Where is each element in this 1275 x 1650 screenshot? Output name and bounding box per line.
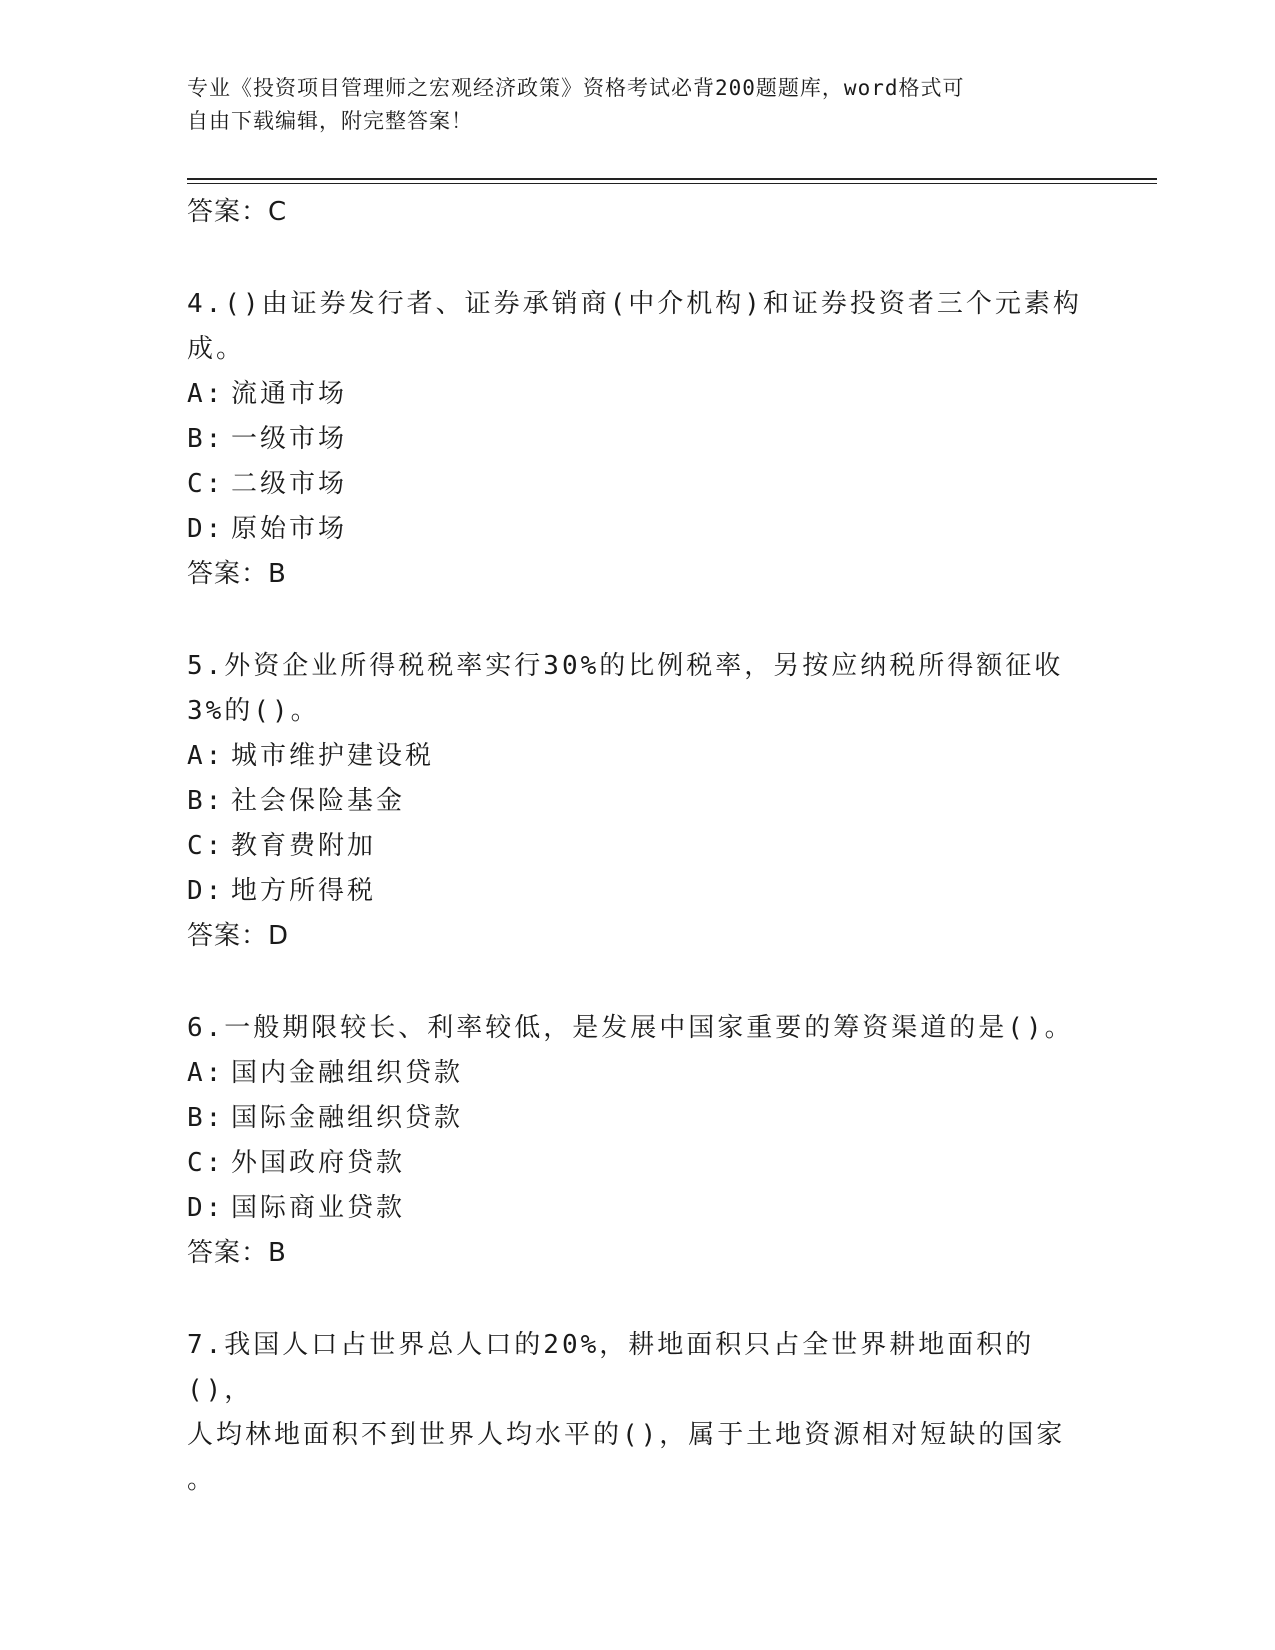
header-line-2: 自由下载编辑，附完整答案！ bbox=[187, 109, 473, 133]
option-d bbox=[187, 1186, 1087, 1231]
question-block bbox=[187, 1323, 1087, 1503]
question-line: 7.我国人口占世界总人口的20%，耕地面积只占全世界耕地面积的()， bbox=[187, 1330, 1035, 1405]
option-label: D: bbox=[187, 876, 225, 906]
option-label: B: bbox=[187, 786, 225, 816]
question-text bbox=[187, 1323, 1087, 1503]
option-c bbox=[187, 1141, 1087, 1186]
option-a bbox=[187, 734, 1087, 779]
option-label: D: bbox=[187, 1193, 225, 1223]
answer-line: 答案：D bbox=[187, 921, 290, 951]
option-label: D: bbox=[187, 514, 225, 544]
option-b bbox=[187, 417, 1087, 462]
question-line: 成。 bbox=[187, 334, 246, 364]
option-label: C: bbox=[187, 831, 225, 861]
option-label: C: bbox=[187, 469, 225, 499]
option-text: 二级市场 bbox=[231, 469, 348, 499]
question-text bbox=[187, 644, 1087, 734]
option-label: B: bbox=[187, 1103, 225, 1133]
answer-line: 答案：B bbox=[187, 559, 287, 589]
option-d bbox=[187, 507, 1087, 552]
option-c bbox=[187, 462, 1087, 507]
option-label: A: bbox=[187, 379, 225, 409]
option-d bbox=[187, 869, 1087, 914]
header-line-1: 专业《投资项目管理师之宏观经济政策》资格考试必背200题题库，word格式可 bbox=[187, 76, 965, 100]
option-text: 社会保险基金 bbox=[231, 786, 406, 816]
question-text bbox=[187, 1006, 1087, 1051]
answer-line: 答案：B bbox=[187, 1238, 287, 1268]
question-line: 6.一般期限较长、利率较低，是发展中国家重要的筹资渠道的是()。 bbox=[187, 1013, 1074, 1043]
question-block bbox=[187, 1006, 1087, 1275]
option-b bbox=[187, 779, 1087, 824]
header-divider-thick bbox=[187, 178, 1157, 180]
page-header bbox=[187, 72, 1067, 138]
header-divider-thin bbox=[187, 183, 1157, 184]
question-block bbox=[187, 644, 1087, 958]
option-text: 城市维护建设税 bbox=[231, 741, 435, 771]
option-b bbox=[187, 1096, 1087, 1141]
option-text: 国内金融组织贷款 bbox=[231, 1058, 464, 1088]
question-line: 5.外资企业所得税税率实行30%的比例税率，另按应纳税所得额征收 bbox=[187, 651, 1064, 681]
answer-line: 答案：C bbox=[187, 197, 288, 227]
option-a bbox=[187, 372, 1087, 417]
option-label: A: bbox=[187, 741, 225, 771]
option-label: C: bbox=[187, 1148, 225, 1178]
question-line: 3%的()。 bbox=[187, 696, 320, 726]
option-text: 一级市场 bbox=[231, 424, 348, 454]
option-label: A: bbox=[187, 1058, 225, 1088]
option-text: 流通市场 bbox=[231, 379, 348, 409]
option-text: 教育费附加 bbox=[231, 831, 377, 861]
option-text: 原始市场 bbox=[231, 514, 348, 544]
question-line: 4.()由证券发行者、证券承销商(中介机构)和证券投资者三个元素构 bbox=[187, 289, 1082, 319]
question-line: 。 bbox=[187, 1465, 217, 1495]
question-list bbox=[187, 190, 1087, 1503]
option-a bbox=[187, 1051, 1087, 1096]
option-label: B: bbox=[187, 424, 225, 454]
option-text: 国际金融组织贷款 bbox=[231, 1103, 464, 1133]
question-block bbox=[187, 282, 1087, 596]
option-text: 地方所得税 bbox=[231, 876, 377, 906]
option-c bbox=[187, 824, 1087, 869]
question-line: 人均林地面积不到世界人均水平的()，属于土地资源相对短缺的国家 bbox=[187, 1420, 1066, 1450]
option-text: 国际商业贷款 bbox=[231, 1193, 406, 1223]
question-text bbox=[187, 282, 1087, 372]
option-text: 外国政府贷款 bbox=[231, 1148, 406, 1178]
